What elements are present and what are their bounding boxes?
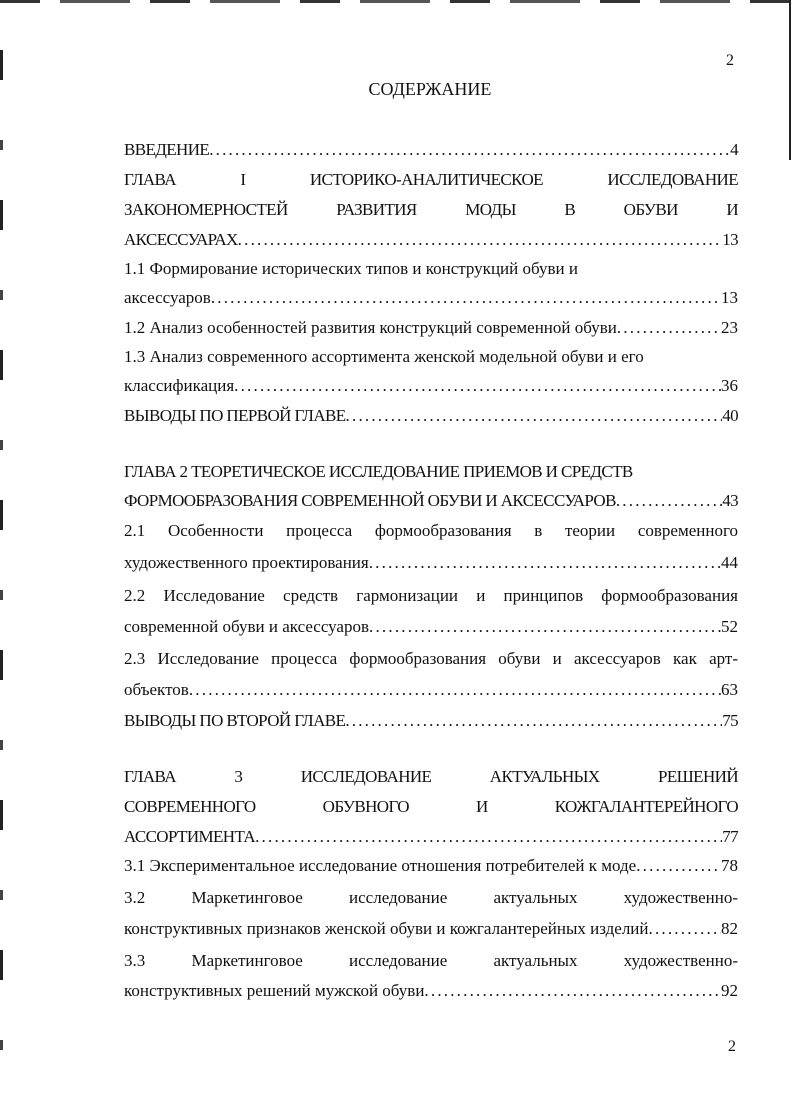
toc-entry-text: объектов <box>124 680 189 699</box>
toc-entry <box>124 918 738 940</box>
toc-entry-page: 13 <box>722 230 738 249</box>
toc-entry-text: аксессуаров <box>124 288 211 307</box>
toc-entry-page: 36 <box>721 376 738 395</box>
leader-dots <box>255 826 722 848</box>
toc-entry <box>124 258 738 280</box>
leader-dots <box>616 490 722 512</box>
toc-entry <box>124 169 738 191</box>
toc-entry-text: 2.3 Исследование процесса формообразования обуви и аксессуаров как арт- <box>124 649 738 668</box>
toc-entry <box>124 855 738 877</box>
toc-entry-page: 63 <box>721 680 738 699</box>
toc-entry <box>124 199 738 221</box>
toc-entry <box>124 679 738 701</box>
toc-entry <box>124 616 738 638</box>
toc-entry-text: 1.3 Анализ современного ассортимента женской модельной обуви и его <box>124 347 644 366</box>
toc-entry-text: классификация <box>124 376 235 395</box>
toc-entry <box>124 461 738 483</box>
toc-entry-text: ГЛАВА 3 ИССЛЕДОВАНИЕ АКТУАЛЬНЫХ РЕШЕНИЙ <box>124 767 738 786</box>
toc-entry-text: ВЫВОДЫ ПО ПЕРВОЙ ГЛАВЕ <box>124 406 346 425</box>
toc-entry <box>124 887 738 909</box>
leader-dots <box>209 139 730 161</box>
toc-entry <box>124 287 738 309</box>
toc-entry-text: конструктивных признаков женской обуви и кожгалантерейных изделий <box>124 919 649 938</box>
toc-entry <box>124 552 738 574</box>
toc-entry <box>124 826 738 848</box>
toc-entry <box>124 317 738 339</box>
leader-dots <box>617 317 721 339</box>
toc-entry-text: ГЛАВА I ИСТОРИКО-АНАЛИТИЧЕСКОЕ ИССЛЕДОВАНИЕ <box>124 170 738 189</box>
leader-dots <box>345 710 722 732</box>
toc-entry <box>124 520 738 542</box>
leader-dots <box>211 287 721 309</box>
toc-entry <box>124 950 738 972</box>
toc-entry-page: 40 <box>722 406 738 425</box>
toc-entry-text: 3.1 Экспериментальное исследование отношения потребителей к моде <box>124 856 637 875</box>
toc-entry <box>124 405 738 427</box>
scan-edge-left <box>0 0 3 1096</box>
toc-entry-page: 75 <box>722 711 738 730</box>
toc-entry <box>124 585 738 607</box>
toc-entry-text: ВЫВОДЫ ПО ВТОРОЙ ГЛАВЕ <box>124 711 346 730</box>
toc-entry-text: ФОРМООБРАЗОВАНИЯ СОВРЕМЕННОЙ ОБУВИ И АКСЕССУАРОВ <box>124 491 616 510</box>
toc-entry <box>124 490 738 512</box>
toc-entry-page: 4 <box>730 140 738 159</box>
toc-entry-text: ГЛАВА 2 ТЕОРЕТИЧЕСКОЕ ИССЛЕДОВАНИЕ ПРИЕМОВ И СРЕДСТВ <box>124 462 633 481</box>
toc-entry <box>124 766 738 788</box>
toc-entry <box>124 229 738 251</box>
toc-entry-text: ЗАКОНОМЕРНОСТЕЙ РАЗВИТИЯ МОДЫ В ОБУВИ И <box>124 200 738 219</box>
leader-dots <box>369 616 721 638</box>
leader-dots <box>649 918 722 940</box>
toc-entry-text: АКСЕССУАРАХ <box>124 230 238 249</box>
toc-entry-page: 82 <box>721 919 738 938</box>
page-number-top: 2 <box>726 52 734 69</box>
toc-entry-text: современной обуви и аксессуаров <box>124 617 370 636</box>
toc-entry <box>124 648 738 670</box>
leader-dots <box>189 679 721 701</box>
toc-entry <box>124 710 738 732</box>
leader-dots <box>238 229 723 251</box>
toc-entry-text: ВВЕДЕНИЕ <box>124 140 210 159</box>
toc-entry-text: 1.1 Формирование исторических типов и конструкций обуви и <box>124 259 578 278</box>
toc-entry-page: 23 <box>721 318 738 337</box>
scan-edge-top <box>0 0 793 3</box>
toc-entry <box>124 375 738 397</box>
toc-entry-page: 43 <box>722 491 738 510</box>
leader-dots <box>346 405 723 427</box>
page-title: СОДЕРЖАНИЕ <box>368 79 492 99</box>
toc-entry-page: 52 <box>721 617 738 636</box>
toc-entry-text: художественного проектирования <box>124 553 369 572</box>
toc-entry <box>124 346 738 368</box>
toc-entry-text: АССОРТИМЕНТА <box>124 827 256 846</box>
leader-dots <box>424 980 721 1002</box>
toc-entry-page: 44 <box>721 553 738 572</box>
toc-entry-text: 3.3 Маркетинговое исследование актуальных художественно- <box>124 951 738 970</box>
toc-entry-page: 78 <box>721 856 738 875</box>
page-number-bottom: 2 <box>728 1038 736 1055</box>
toc-entry-text: 1.2 Анализ особенностей развития конструкций современной обуви <box>124 318 617 337</box>
toc-entry-text: 3.2 Маркетинговое исследование актуальных художественно- <box>124 888 738 907</box>
toc-entry-text: СОВРЕМЕННОГО ОБУВНОГО И КОЖГАЛАНТЕРЕЙНОГО <box>124 797 738 816</box>
leader-dots <box>234 375 721 397</box>
toc-entry <box>124 139 738 161</box>
toc-entry-page: 13 <box>721 288 738 307</box>
leader-dots <box>636 855 721 877</box>
toc-entry-text: 2.1 Особенности процесса формообразования в теории современного <box>124 521 738 540</box>
toc-entry-page: 77 <box>722 827 738 846</box>
toc-entry-page: 92 <box>721 981 738 1000</box>
toc-entry <box>124 980 738 1002</box>
leader-dots <box>369 552 721 574</box>
toc-entry <box>124 796 738 818</box>
toc-entry-text: конструктивных решений мужской обуви <box>124 981 425 1000</box>
toc-entry-text: 2.2 Исследование средств гармонизации и принципов формообразования <box>124 586 738 605</box>
